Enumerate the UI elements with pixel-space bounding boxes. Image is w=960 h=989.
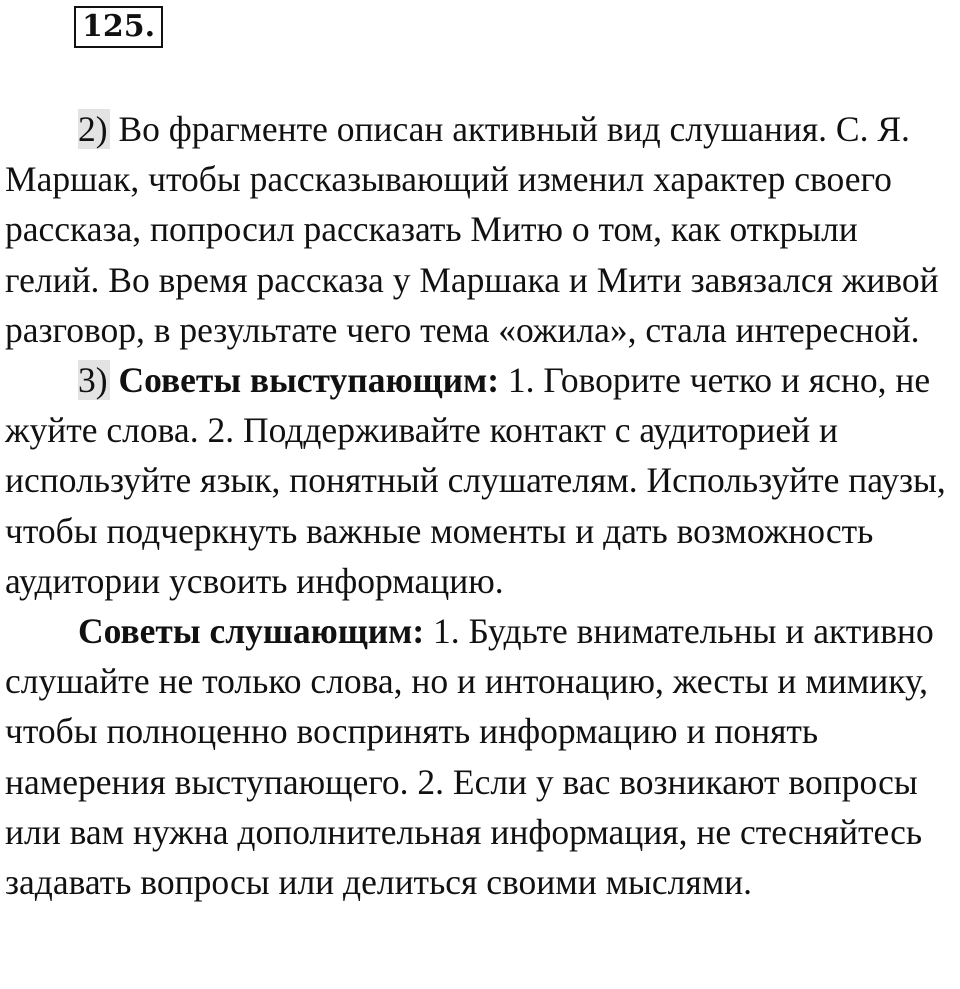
paragraph-listeners-tips xyxy=(5,606,955,907)
paragraph-answer-2 xyxy=(5,104,955,355)
item-marker-3: 3) xyxy=(78,360,108,401)
listeners-tips-heading: Советы слушающим: xyxy=(78,611,425,652)
paragraph-answer-3 xyxy=(5,355,955,606)
task-number-box: 125. xyxy=(74,6,163,48)
speakers-tips-text: 1. Говорите четко и ясно, не жуйте слова. 2. Поддерживайте контакт с аудиторией и используйте язык, понятный слушателям. Используйте паузы, чтобы подчеркнуть важные моменты и дать возможность аудитории усвоить информацию. xyxy=(5,360,946,601)
answer-text xyxy=(5,104,955,907)
item-marker-2: 2) xyxy=(78,109,108,149)
listeners-tips-text: 1. Будьте внимательны и активно слушайте не только слова, но и интонацию, жесты и мимику, чтобы полноценно воспринять информацию и понять намерения выступающего. 2. Если у вас возникают вопросы или вам нужна дополнительная информация, не стесняйтесь задавать вопросы или делиться своими мыслями. xyxy=(5,611,934,903)
paragraph-2-text: Во фрагменте описан активный вид слушания. С. Я. Маршак, чтобы рассказывающий изменил характер своего рассказа, попросил рассказать Митю о том, как открыли гелий. Во время рассказа у Маршака и Мити завязался живой разговор, в результате чего тема «ожила», стала интересной. xyxy=(5,109,939,350)
speakers-tips-heading: Советы выступающим: xyxy=(109,360,500,401)
